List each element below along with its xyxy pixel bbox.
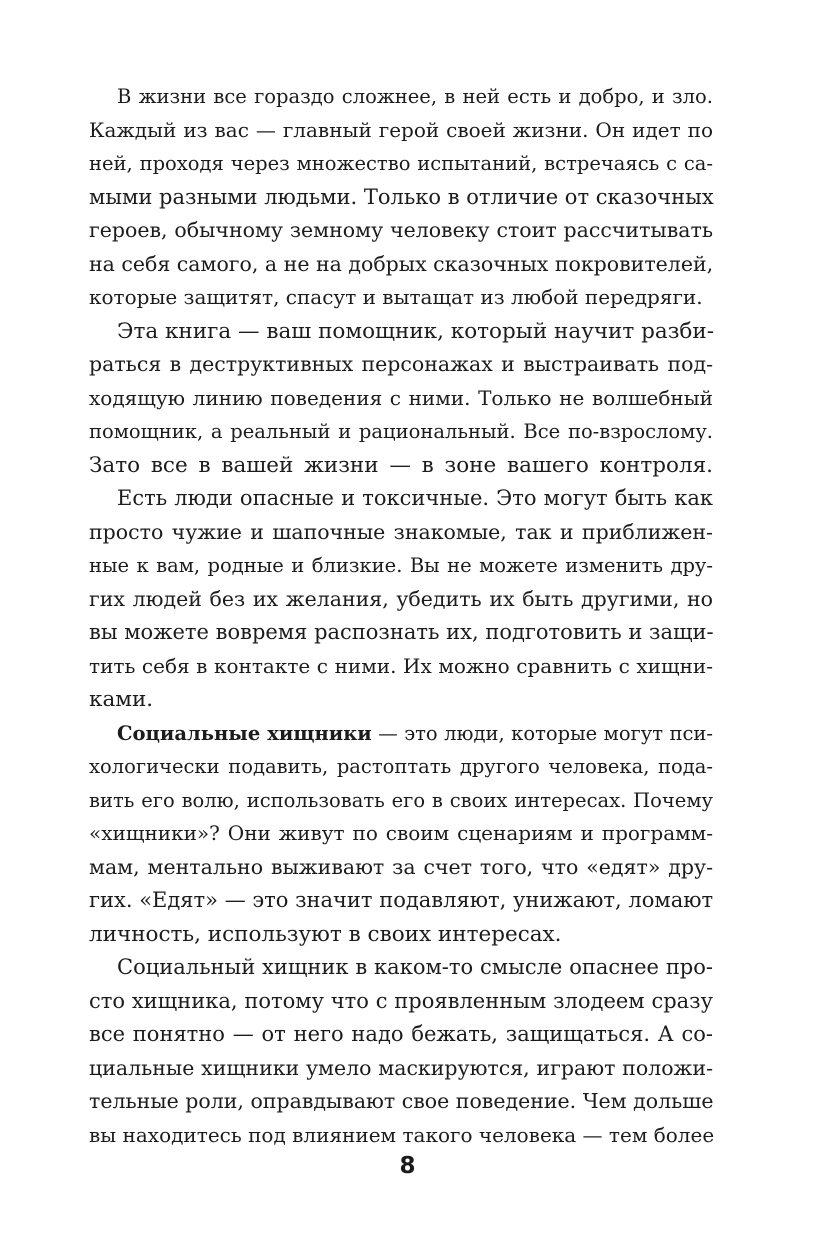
text-line: ходящую линию поведения с ними. Только не волшебный [89,385,713,410]
text-line: хологически подавить, растоптать другого человека, пода- [89,755,713,778]
text-line: Есть люди опасные и токсичные. Это могут быть как [117,486,713,510]
text-line: В жизни все гораздо сложнее, в ней есть и добро, и зло. [117,85,713,108]
body-text [89,80,715,1152]
text-line: вы можете вовремя распознать их, подготовить и защи- [89,620,714,644]
text-line: все понятно — от него надо бежать, защищаться. А со- [89,1022,713,1046]
text-line: «хищники»? Они живут по своим сценариям и программ- [89,821,713,845]
text-line: Каждый из вас — главный герой своей жизни. Он идет по [89,117,713,142]
text-line: просто чужие и шапочные знакомые, так и приближен- [89,519,713,544]
paragraph-2 [89,315,714,483]
text-line: раться в деструктивных персонажах и выстраивать под- [89,352,713,376]
text-line: Эта книга — ваш помощник, который научит разби- [117,318,714,344]
text-line: тельные роли, оправдывают свое поведение. Чем дольше [89,1089,714,1113]
page-number: 8 [399,1153,416,1179]
text-line: которые защитят, спасут и вытащат из любой передряги. [89,285,703,309]
term-social-predators: Социальные хищники [117,721,372,745]
text-line: гих. «Едят» — это значит подавляют, унижают, ломают [89,888,714,912]
paragraph-4 [89,717,714,952]
text-line: Зато все в вашей жизни — в зоне вашего контроля. [89,452,713,478]
text-line: гих людей без их желания, убедить их быть другими, но [89,586,713,611]
text-line: героев, обычному земному человеку стоит рассчитывать [89,218,713,242]
text-line: тить себя в контакте с ними. Их можно сравнить с хищни- [89,653,713,678]
text-line: сто хищника, потому что с проявленным злодеем сразу [89,988,713,1013]
text-fragment: — это люди, которые могут пси- [371,721,714,745]
paragraph-1 [89,80,714,315]
text-line: мам, ментально выживают за счет того, что «едят» дру- [89,854,713,879]
text-line: личность, используют в своих интересах. [89,921,562,947]
text-line: ками. [89,687,154,712]
paragraph-3 [89,482,714,717]
text-line: циальные хищники умело маскируются, играют положи- [89,1055,713,1080]
text-line: Социальный хищник в каком-то смысле опаснее про- [117,955,713,979]
text-line: вить его волю, использовать его в своих интересах. Почему [89,788,713,812]
text-line [117,717,713,751]
text-line: на себя самого, а не на добрых сказочных покровителей, [89,251,714,276]
text-line: ней, проходя через множество испытаний, встречаясь с са- [89,152,713,175]
text-line: ные к вам, родные и близкие. Вы не можете изменить дру- [89,554,713,577]
text-line: помощник, а реальный и рациональный. Все по-взрослому. [89,420,713,443]
text-line: вы находитесь под влиянием такого человека — тем более [89,1122,715,1147]
paragraph-5 [89,951,715,1152]
text-line: мыми разными людьми. Только в отличие от сказочных [89,184,714,209]
